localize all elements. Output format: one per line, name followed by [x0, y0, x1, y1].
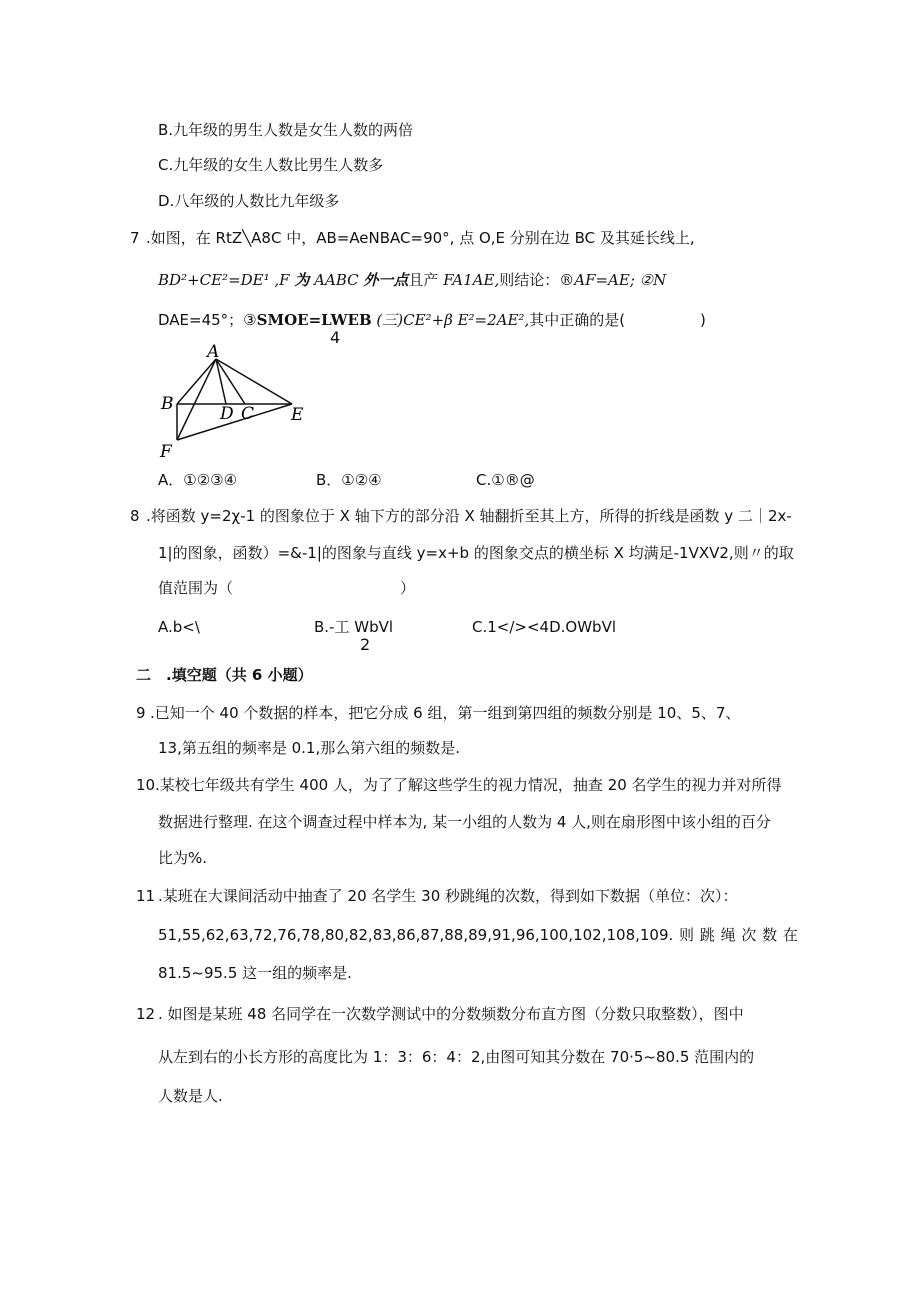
q7-figure	[150, 340, 320, 465]
q7-number: 7	[130, 229, 140, 247]
segment-af	[177, 359, 216, 440]
q12-number: 12	[136, 1005, 156, 1023]
q7-line2-conclusion: 则结论：	[499, 271, 560, 289]
q11-line1: .某班在大课间活动中抽查了 20 名学生 30 秒跳绳的次数，得到如下数据（单位：次）：	[158, 887, 738, 905]
q11-line2: 51,55,62,63,72,76,78,80,82,83,86,87,88,89,91,96,100,102,108,109. 则 跳 绳 次 数 在	[158, 926, 798, 944]
segment-ae	[216, 359, 292, 404]
label-e: E	[291, 405, 304, 425]
segment-fe	[177, 404, 292, 440]
q12-line3: 人数是人.	[158, 1087, 223, 1105]
q11-number: 11	[136, 887, 156, 905]
q8-line1: .将函数 y=2χ-1 的图象位于 X 轴下方的部分沿 X 轴翻折至其上方，所得的折线是函数 y 二｜2x-	[146, 507, 792, 525]
q10-line3: 比为%.	[158, 849, 208, 867]
label-b: B	[161, 394, 174, 414]
q8-line2: 1|的图象，函数）=&-1|的图象与直线 y=x+b 的图象交点的横坐标 X 均满足-1VXV2,则〃的取	[158, 544, 794, 562]
option-c-prev: C.九年级的女生人数比男生人数多	[158, 156, 384, 174]
q7-line3-subscript: 4	[330, 328, 341, 347]
option-d-prev: D.八年级的人数比九年级多	[158, 192, 340, 210]
option-b-prev: B.九年级的男生人数是女生人数的两倍	[158, 121, 414, 139]
q9-line1: .已知一个 40 个数据的样本，把它分成 6 组，第一组到第四组的频数分别是 10、5、7、	[150, 704, 741, 722]
q11-line3: 81.5~95.5 这一组的频率是.	[158, 964, 352, 982]
q7-option-c: C.①®@	[476, 471, 535, 489]
label-f: F	[160, 442, 172, 462]
q9-line2: 13,第五组的频率是 0.1,那么第六组的频数是.	[158, 739, 461, 757]
q7-line3-ce: (三)CE²+β E²=2AE²,	[376, 311, 530, 329]
q7-line3-close: )	[700, 311, 706, 329]
q7-line2-formula: BD²+CE²=DE¹ ,F	[158, 271, 290, 289]
q7-line2-abc: AABC	[314, 271, 359, 289]
q7-option-b: B．①②④	[316, 471, 382, 489]
label-d: D	[220, 404, 234, 424]
q7-line3-which: 其中正确的是(	[529, 311, 626, 329]
q12-line1: . 如图是某班 48 名同学在一次数学测试中的分数频数分布直方图（分数只取整数），图中	[158, 1005, 744, 1023]
q10-line1: .某校七年级共有学生 400 人，为了了解这些学生的视力情况，抽查 20 名学生的视力并对所得	[155, 776, 782, 794]
q8-option-a: A.b<\	[158, 618, 200, 636]
q8-line3-close: ）	[400, 579, 416, 597]
q8-option-b: B.-工 WbVl	[314, 618, 394, 636]
q7-line2	[158, 270, 666, 290]
q7-line1: .如图，在 RtZ╲A8C 中，AB=AeNBAC=90°, 点 O,E 分别在边 BC 及其延长线上,	[146, 229, 695, 247]
q8-option-b-subscript: 2	[360, 635, 371, 654]
q7-line2-fa: FA1AE,	[443, 271, 500, 289]
q9-number: 9	[136, 704, 146, 722]
q10-line2: 数据进行整理. 在这个调查过程中样本为, 某一小组的人数为 4 人,则在扇形图中该小组的百分	[158, 813, 771, 831]
q7-line3	[158, 310, 625, 330]
label-c: C	[241, 404, 255, 424]
q7-line2-and: 且产	[408, 271, 439, 289]
q7-line2-wei: 为	[294, 271, 310, 289]
segment-ab	[177, 359, 216, 404]
q8-line3-start: 值范围为（	[158, 579, 234, 597]
q7-line2-outside: 外一点	[363, 271, 409, 289]
section-title-fill-in: 二 .填空题（共 6 小题）	[136, 666, 313, 684]
q8-option-c: C.1</><4D.OWbVl	[472, 618, 616, 636]
q7-line3-dae: DAE=45°；③	[158, 311, 257, 329]
q10-number: 10	[136, 776, 156, 794]
q7-line2-af: ®AF=AE; ②N	[559, 271, 667, 289]
label-a: A	[207, 342, 220, 362]
q12-line2: 从左到右的小长方形的高度比为 1：3：6：4：2,由图可知其分数在 70·5~80.5 范围内的	[158, 1048, 755, 1066]
q7-option-a: A．①②③④	[158, 471, 238, 489]
q8-number: 8	[130, 507, 140, 525]
q7-line3-smoe: SMOE=LWEB	[256, 311, 372, 329]
